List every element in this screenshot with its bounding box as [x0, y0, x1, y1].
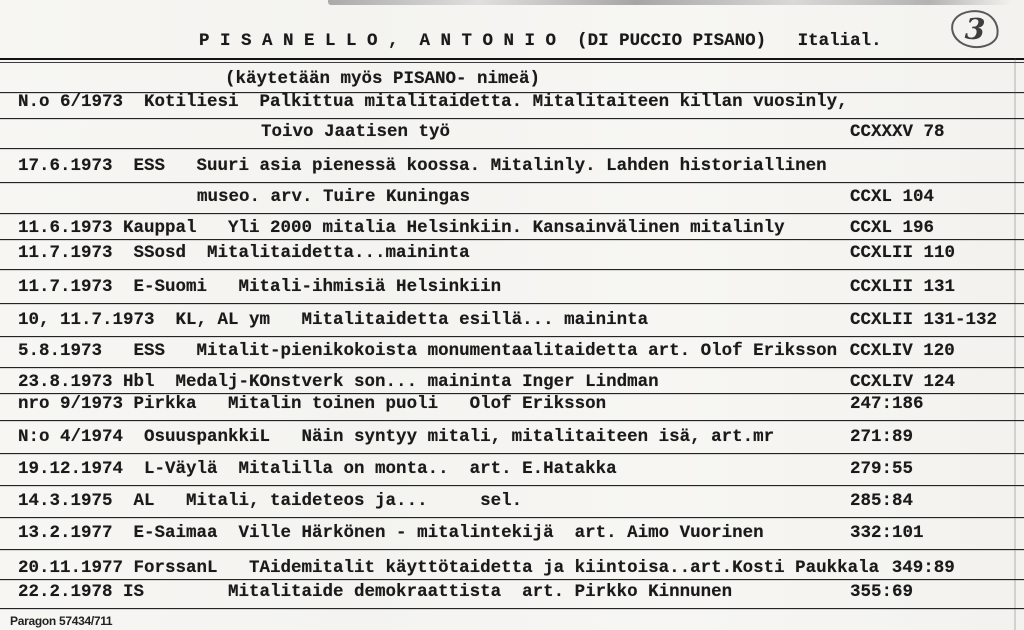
entry-text: 22.2.1978 IS Mitalitaide demokraattista art. Pirkko Kinnunen: [18, 582, 733, 602]
entry-ref: 279:55: [850, 459, 914, 479]
entry-row: [0, 518, 1024, 550]
entry-text: museo. arv. Tuire Kuningas: [197, 187, 471, 207]
entry-row: [0, 183, 1024, 214]
entry-row: [0, 421, 1024, 454]
entry-row: [0, 93, 1024, 119]
entry-ref: CCXXXV 78: [850, 122, 945, 142]
subtitle-row: [0, 63, 1024, 93]
entry-ref: CCXLII 110: [850, 243, 956, 263]
entry-ref: 285:84: [850, 491, 914, 511]
entry-text: 23.8.1973 Hbl Medalj-KOnstverk son... maininta Inger Lindman: [18, 372, 659, 392]
entry-ref: CCXLII 131-132: [850, 310, 998, 330]
entry-text: 20.11.1977 ForssanL TAidemitalit käyttötaidetta ja kiintoisa..art.Kosti Paukkala: [18, 558, 880, 578]
entry-ref: 332:101: [850, 523, 924, 543]
entry-row: [0, 394, 1024, 421]
page-subtitle: (käytetään myös PISANO- nimeä): [225, 69, 541, 89]
entry-ref: 349:89: [891, 558, 955, 578]
entry-text: 11.7.1973 SSosd Mitalitaidetta...maininta: [18, 243, 470, 263]
entry-text: Toivo Jaatisen työ: [261, 122, 451, 142]
entry-text: nro 9/1973 Pirkka Mitalin toinen puoli Olof Eriksson: [18, 394, 607, 414]
entry-row: [0, 580, 1024, 609]
entry-ref: CCXL 104: [850, 187, 935, 207]
scan-edge-artifact: [328, 0, 1012, 5]
form-number: Paragon 57434/711: [10, 614, 113, 628]
entry-ref: CCXLIV 120: [849, 341, 955, 361]
entry-row: [0, 550, 1024, 580]
entry-row: [0, 368, 1024, 394]
entry-row: [0, 240, 1024, 270]
header: [0, 0, 1024, 58]
entry-row: [0, 214, 1024, 240]
entry-ref: 271:89: [850, 427, 914, 447]
entry-text: 11.6.1973 Kauppal Yli 2000 mitalia Helsinkiin. Kansainvälinen mitalinly: [18, 218, 785, 238]
entry-text: 5.8.1973 ESS Mitalit-pienikokoista monumentaalitaidetta art. Olof Eriksson: [18, 341, 838, 361]
entry-ref: 355:69: [850, 582, 914, 602]
entry-list: [0, 93, 1024, 609]
entry-row: [0, 304, 1024, 337]
entry-text: N:o 4/1974 OsuuspankkiL Näin syntyy mitali, mitalitaiteen isä, art.mr: [18, 427, 775, 447]
entry-text: 17.6.1973 ESS Suuri asia pienessä koossa. Mitalinly. Lahden historiallinen: [18, 156, 827, 176]
entry-text: N.o 6/1973 Kotiliesi Palkittua mitalitaidetta. Mitalitaiteen killan vuosinly,: [18, 92, 848, 112]
entry-row: [0, 119, 1024, 149]
entry-ref: CCXLII 131: [850, 277, 956, 297]
entry-ref: CCXL 196: [850, 218, 935, 238]
entry-text: 11.7.1973 E-Suomi Mitali-ihmisiä Helsinkiin: [18, 277, 502, 297]
entry-row: [0, 149, 1024, 183]
entry-text: 19.12.1974 L-Väylä Mitalilla on monta.. art. E.Hatakka: [18, 459, 617, 479]
page-title: P I S A N E L L O , A N T O N I O (DI PUCCIO PISANO) Italial.: [199, 31, 882, 51]
page-number: 3: [964, 11, 986, 47]
entry-ref: 247:186: [850, 394, 924, 414]
entry-text: 14.3.1975 AL Mitali, taideteos ja... sel.: [18, 491, 523, 511]
entry-row: [0, 454, 1024, 486]
entry-ref: CCXLIV 124: [850, 372, 956, 392]
entry-text: 13.2.1977 E-Saimaa Ville Härkönen - mitalintekijä art. Aimo Vuorinen: [18, 523, 764, 543]
entry-row: [0, 486, 1024, 518]
entry-text: 10, 11.7.1973 KL, AL ym Mitalitaidetta esillä... maininta: [18, 310, 649, 330]
entry-row: [0, 270, 1024, 304]
entry-row: [0, 337, 1024, 368]
